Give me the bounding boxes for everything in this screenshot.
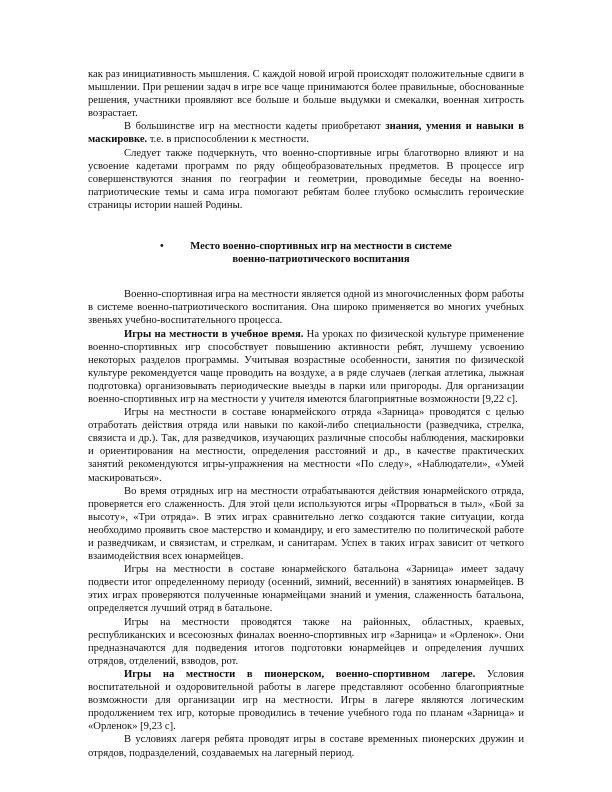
bold-phrase: знания, умения и навыки в маскировке. bbox=[88, 121, 525, 146]
bullet-icon: • bbox=[160, 241, 164, 253]
document-page bbox=[88, 68, 524, 760]
heading-line: Место военно-спортивных игр на местности в системе bbox=[190, 241, 452, 253]
heading-line: военно-патриотического воспитания bbox=[232, 254, 410, 266]
section-heading bbox=[88, 240, 524, 266]
bold-phrase: Игры на местности в учебное время. bbox=[124, 328, 304, 340]
paragraph: Следует также подчеркнуть, что военно-спортивные игры благотворно влияют и на усвоение кадетами программ по ряду общеобразовательных предметов. В процессе игр совершенствуются знания по географии и геометрии, проводимые беседы на военно-патриотические темы и сама игра помогают ребятам более глубоко осмыслить героические страницы истории нашей Родины. bbox=[88, 147, 524, 211]
paragraph: Военно-спортивная игра на местности является одной из многочисленных форм работы в системе военно-патриотического воспитания. Она широко применяется во многих учебных звеньях учебно-воспитательного процесса. bbox=[88, 289, 524, 327]
bold-phrase: Игры на местности в пионерском, военно-спортивном лагере. bbox=[124, 668, 476, 680]
paragraph: Во время отрядных игр на местности отрабатываются действия юнармейского отряда, проверяется его слаженность. Для этой цели используются игры «Прорваться в тыл», «Бой за высоту», «Три отряда». В этих играх сравнительно легко создаются такие ситуации, когда необходимо проявить свое мастерство и командиру, и его заместителю по политической работе и разведчикам, и связистам, и стрелкам, и санитарам. Успех в таких играх зависит от четкого взаимодействия всех юнармейцев. bbox=[88, 485, 524, 563]
paragraph: Игры на местности в учебное время. На уроках по физической культуре применение военно-спортивных игр способствует повышению активности ребят, лучшему усвоению некоторых разделов программы. Учитывая возрастные особенности, занятия по физической культуре рекомендуется чаще проводить на воздухе, а в ряде случаев (легкая атлетика, лыжная подготовка) организовывать периодические выезды в парки или пригороды. Для организации военно-спортивных игр на местности у учителя имеются благоприятные возможности [9,22 с]. bbox=[88, 328, 524, 405]
paragraph: как раз инициативность мышления. С каждой новой игрой происходят положительные сдвиги в мышлении. При решении задач в игре все чаще принимаются более правильные, обоснованные решения, участники проявляют все больше и больше выдумки и смекалки, военная хитрость возрастает. bbox=[88, 69, 524, 120]
paragraph: Игры на местности в составе юнармейского батальона «Зарница» имеет задачу подвести итог определенному периоду (осенний, зимний, весенний) в занятиях юнармейцев. В этих играх проверяются полученные юнармейцами знаний и умения, слаженность батальона, определяется лучший отряд в батальоне. bbox=[88, 564, 524, 615]
paragraph: В большинстве игр на местности кадеты приобретают знания, умения и навыки в маскировке. т.е. в приспособлении к местности. bbox=[88, 121, 525, 146]
paragraph: Игры на местности проводятся также на районных, областных, краевых, республиканских и всесоюзных финалах военно-спортивных игр «Зарница» и «Орленок». Они предназначаются для подведения итогов подготовки юнармейцев и определения лучших отрядов, отделений, взводов, рот. bbox=[88, 616, 524, 667]
paragraph: Игры на местности в составе юнармейского отряда «Зарница» проводятся с целью отработать действия отряда или навыки по какой-либо специальности (разведчика, стрелка, связиста и др.). Так, для разведчиков, изучающих различные способы наблюдения, маскировки и ориентирования на местности, определения расстояний и др., в качестве практических занятий рекомендуются игры-упражнения на местности «По следу», «Наблюдатели», «Умей маскироваться». bbox=[88, 407, 524, 484]
paragraph: В условиях лагеря ребята проводят игры в составе временных пионерских дружин и отрядов, подразделений, создаваемых на лагерный период. bbox=[88, 734, 524, 759]
paragraph: Игры на местности в пионерском, военно-спортивном лагере. Условия воспитательной и оздоровительной работы в лагере представляют особенно благоприятные возможности для организации игр на местности. Игры в лагере являются логическим продолжением тех игр, которые проводились в течение учебного года по планам «Зарница» и «Орленок» [9,23 с]. bbox=[88, 668, 524, 733]
